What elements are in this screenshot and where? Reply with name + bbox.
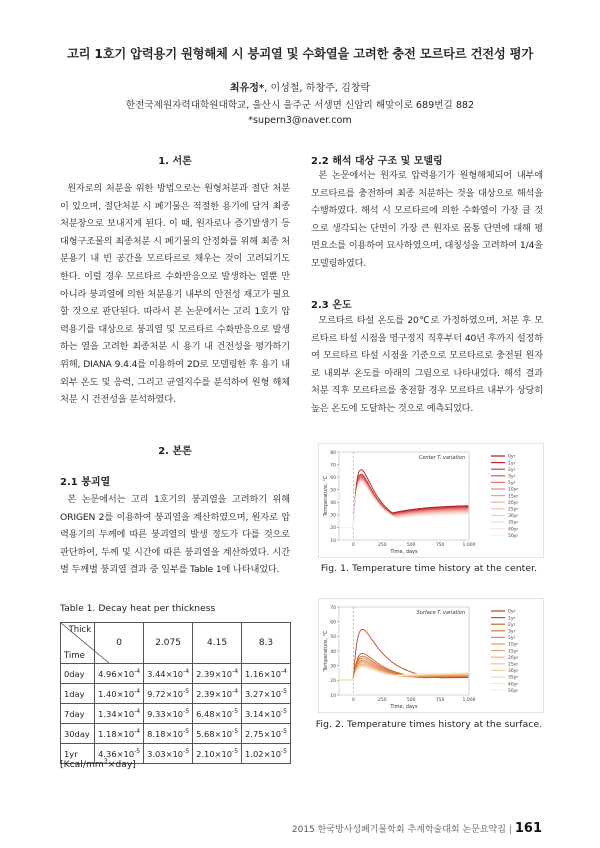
legend-label: 5yr: [508, 481, 516, 487]
legend-label: 25yr: [508, 507, 519, 513]
first-author: 최유정*: [229, 83, 265, 94]
x-tick-label: 250: [378, 543, 387, 548]
x-tick-label: 1,000: [462, 698, 476, 703]
table-row: [61, 684, 291, 704]
decay-paragraph: 본 논문에서는 고리 1호기의 붕괴열을 고려하기 위해 ORIGEN 2를 이용하여 붕괴열을 계산하였으며, 원자로 압력용기의 두께에 따른 붕괴열의 발생 정도가 다를 것으로 판단하여, 두께 및 시간에 따른 붕괴열을 계산하였다. 시간별 두께별 붕괴열 결과 중 일부를 Table 1에 나타내었다.: [60, 494, 290, 576]
x-tick-label: 1,000: [462, 543, 476, 548]
temp-body: [311, 312, 543, 418]
figure-1: [318, 443, 544, 558]
legend-label: 3yr: [508, 474, 516, 480]
table-cell: $1.18\times 10^{-4}$: [95, 724, 144, 744]
table-cell: $1.34\times 10^{-4}$: [95, 704, 144, 724]
table-cell: $1.40\times 10^{-4}$: [95, 684, 144, 704]
figure-2: [318, 598, 544, 713]
chart-title: Center T. variation: [418, 455, 465, 461]
series-line: [339, 482, 468, 527]
intro-heading: 1. 서론: [158, 156, 192, 167]
legend-label: 2yr: [508, 467, 516, 473]
col-header: 8.3: [242, 623, 291, 664]
paper-title: 고리 1호기 압력용기 원형해체 시 붕괴열 및 수화열을 고려한 충전 모르타르 건전성 평가: [66, 47, 534, 61]
table-corner: [61, 623, 95, 664]
corner-thick-label: Thick: [68, 625, 92, 635]
table-cell: $4.96\times 10^{-4}$: [95, 664, 144, 684]
legend: [491, 454, 518, 539]
table-cell: $8.18\times 10^{-5}$: [144, 724, 193, 744]
legend-label: 15yr: [508, 494, 519, 500]
legend-label: 20yr: [508, 500, 519, 506]
x-tick-label: 500: [406, 543, 416, 548]
x-tick-label: 750: [435, 543, 445, 548]
table-cell: $2.10\times 10^{-5}$: [193, 744, 242, 764]
table-cell: $1.02\times 10^{-5}$: [242, 744, 291, 764]
legend-label: 40yr: [508, 682, 519, 688]
y-tick-label: 60: [330, 475, 336, 481]
series-line: [339, 481, 468, 528]
y-tick-label: 30: [330, 513, 336, 519]
y-tick-label: 70: [330, 605, 336, 611]
corner-time-label: Time: [64, 651, 85, 661]
affiliation: 한전국제원자력대학원대학교, 울산시 울주군 서생면 신암리 해맞이로 689번길 882: [125, 100, 475, 111]
legend-label: 10yr: [508, 642, 519, 648]
decay-body: [60, 491, 290, 579]
legend-label: 35yr: [508, 520, 519, 526]
y-tick-label: 50: [330, 488, 336, 494]
table-cell: $3.44\times 10^{-4}$: [144, 664, 193, 684]
legend-label: 10yr: [508, 487, 519, 493]
y-tick-label: 80: [330, 450, 336, 456]
temp-paragraph: 모르타르 타설 온도를 20℃로 가정하였으며, 처분 후 모르타르 타설 시점을 영구정지 직후부터 40년 후까지 설정하여 모르타르 타설 시점을 기준으로 모르타르로 충전된 원자로 내외부 온도를 아래의 그림으로 나타내었다. 해석 결과 처분 직후 모르타르를 충전할 경우 모르타르 내부가 상당히 높은 온도에 도달하는 것으로 예측되었다.: [311, 315, 543, 414]
footer: 2015 한국방사성폐기물학회 추계학술대회 논문요약집 | 161: [291, 821, 542, 836]
row-time: 1yr: [61, 744, 95, 764]
table-unit: $[Kcal/mm^3\times day]$: [60, 758, 136, 771]
y-tick-label: 50: [330, 635, 336, 641]
y-tick-label: 20: [330, 526, 336, 532]
authors: [0, 79, 600, 94]
legend-label: 25yr: [508, 662, 519, 668]
y-tick-label: 60: [330, 620, 336, 626]
figure-1-caption: Fig. 1. Temperature time history at the center.: [320, 563, 538, 574]
model-body: [311, 167, 543, 273]
legend-label: 15yr: [508, 649, 519, 655]
y-tick-label: 20: [330, 679, 336, 685]
table-cell: $9.72\times 10^{-5}$: [144, 684, 193, 704]
x-tick-label: 0: [352, 543, 355, 548]
table-cell: $2.39\times 10^{-4}$: [193, 684, 242, 704]
plot-area: [339, 607, 469, 695]
table-row: [61, 664, 291, 684]
table-cell: $4.36\times 10^{-5}$: [95, 744, 144, 764]
table-cell: $2.39\times 10^{-4}$: [193, 664, 242, 684]
surface-temperature-chart: [319, 599, 543, 712]
temp-heading: 2.3 온도: [311, 300, 352, 311]
row-time: 30day: [61, 724, 95, 744]
table-caption: Table 1. Decay heat per thickness: [60, 603, 216, 614]
center-temperature-chart: [319, 444, 543, 557]
page-number: 161: [514, 821, 542, 836]
legend-label: 50yr: [508, 688, 519, 694]
x-tick-label: 0: [352, 698, 355, 703]
row-time: 1day: [61, 684, 95, 704]
y-tick-label: 10: [330, 693, 336, 699]
x-axis-label: Time, days: [390, 704, 418, 710]
y-tick-label: 30: [330, 664, 336, 670]
legend-label: 5yr: [508, 636, 516, 642]
email: *supern3@naver.com: [248, 115, 352, 126]
legend-label: 30yr: [508, 669, 519, 675]
x-tick-label: 500: [406, 698, 416, 703]
col-header: 2.075: [144, 623, 193, 664]
legend-label: 40yr: [508, 527, 519, 533]
table-cell: $9.33\times 10^{-5}$: [144, 704, 193, 724]
series-line: [339, 482, 468, 528]
table-cell: $6.48\times 10^{-5}$: [193, 704, 242, 724]
y-tick-label: 40: [330, 649, 336, 655]
col-header: 4.15: [193, 623, 242, 664]
series-line: [339, 481, 468, 527]
y-tick-label: 70: [330, 463, 336, 469]
legend-label: 50yr: [508, 533, 519, 539]
row-time: 0day: [61, 664, 95, 684]
legend-label: 0yr: [508, 454, 516, 460]
table-row: [61, 704, 291, 724]
legend-label: 1yr: [508, 616, 516, 622]
model-paragraph: 본 논문에서는 원자로 압력용기가 원형해체되어 내부에 모르타르를 충전하여 최종 처분하는 것을 대상으로 해석을 수행하였다. 해석 시 모르타르에 의한 수화열이 가장 클 것으로 생각되는 단면이 가장 큰 원자로 몸통 단면에 대해 평면요소를 이용하여 묘사하였으며, 대칭성을 고려하여 1/4을 모델링하였다.: [311, 170, 543, 269]
legend-label: 30yr: [508, 514, 519, 520]
row-time: 7day: [61, 704, 95, 724]
y-tick-label: 10: [330, 538, 336, 544]
plot-area: [339, 452, 469, 540]
table-row: [61, 724, 291, 744]
decay-heading: 2.1 붕괴열: [60, 477, 111, 488]
x-axis-label: Time, days: [390, 549, 418, 555]
table-cell: $5.68\times 10^{-5}$: [193, 724, 242, 744]
legend-label: 1yr: [508, 461, 516, 467]
legend-label: 3yr: [508, 629, 516, 635]
x-tick-label: 750: [435, 698, 445, 703]
y-axis-label: Temperature, °C: [323, 475, 329, 517]
x-tick-label: 250: [378, 698, 387, 703]
decay-heat-table: [60, 622, 291, 764]
table-cell: $3.14\times 10^{-5}$: [242, 704, 291, 724]
y-tick-label: 40: [330, 501, 336, 507]
co-authors: , 이성철, 하창주, 김창락: [264, 83, 371, 94]
footer-text: 2015 한국방사성폐기물학회 추계학술대회 논문요약집: [291, 825, 506, 835]
legend-label: 35yr: [508, 675, 519, 681]
model-heading: 2.2 해석 대상 구조 및 모델링: [311, 156, 443, 167]
col-header: 0: [95, 623, 144, 664]
table-cell: $3.03\times 10^{-5}$: [144, 744, 193, 764]
legend: [491, 609, 518, 694]
legend-label: 20yr: [508, 655, 519, 661]
table-cell: $1.16\times 10^{-4}$: [242, 664, 291, 684]
legend-label: 0yr: [508, 609, 516, 615]
table-cell: $2.75\times 10^{-5}$: [242, 724, 291, 744]
table-cell: $3.27\times 10^{-5}$: [242, 684, 291, 704]
main-heading: 2. 본론: [158, 446, 192, 457]
chart-title: Surface T. variation: [416, 610, 465, 616]
y-axis-label: Temperature, °C: [323, 630, 329, 672]
series-line: [339, 480, 468, 527]
figure-2-caption: Fig. 2. Temperature times history at the surface.: [315, 719, 543, 730]
intro-body: [60, 180, 290, 409]
legend-label: 2yr: [508, 622, 516, 628]
intro-paragraph: 원자로의 처분을 위한 방법으로는 원형처분과 절단 처분이 있으며, 절단처분 시 폐기물은 적절한 용기에 담겨 최종 처분장으로 보내지게 된다. 이 때, 원자로나 증기발생기 등 대형구조물의 최종처분 시 폐기물의 안정화를 위해 최종 처분용기 내 빈 공간을 모르타르로 채우는 것이 고려되기도 한다. 이럴 경우 모르타르 수화반응으로 발생하는 열뿐 만아니라 붕괴열에 의한 처분용기 내부의 안전성 재고가 필요할 것으로 판단된다. 따라서 본 논문에서는 고리 1호기 압력용기를 대상으로 붕괴열 및 모르타르 수화반응으로 발생하는 열을 고려한 최종처분 시 용기 내 건전성을 평가하기 위해, DIANA 9.4.4를 이용하여 2D로 모델링한 후 용기 내외부 온도 및 응력, 그리고 균열지수를 분석하여 원형 해체 처분 시 건전성을 분석하였다.: [60, 183, 290, 406]
